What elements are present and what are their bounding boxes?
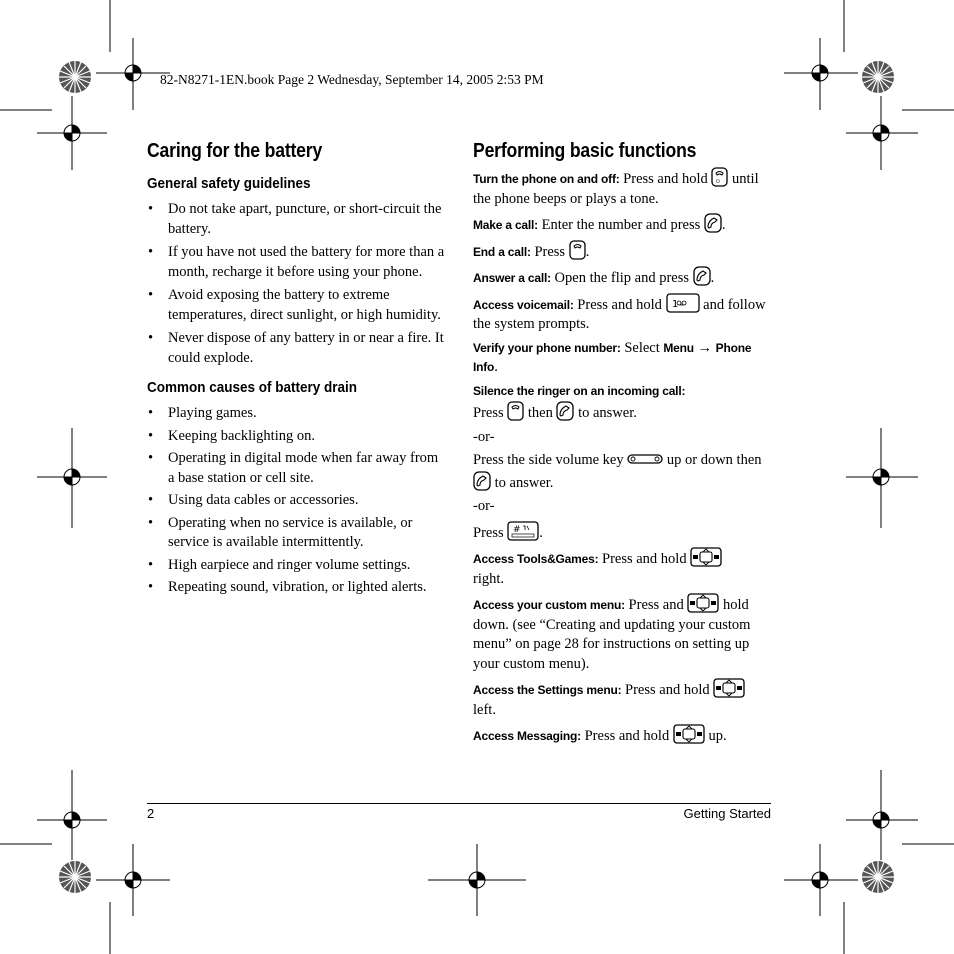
book-header: 82-N8271-1EN.book Page 2 Wednesday, September 14, 2005 2:53 PM [160, 72, 544, 87]
footer-rule [147, 803, 771, 804]
left-column [147, 140, 447, 598]
volume-key-icon [627, 454, 663, 464]
svg-text:⏻: ⏻ [716, 179, 721, 185]
key-1-voicemail-icon [666, 293, 700, 313]
tools-games-instruction: Access Tools&Games: Press and hold right. [473, 547, 773, 589]
list-item: • Avoid exposing the battery to extreme temperatures, direct sunlight, or high humidity. [147, 286, 447, 325]
navigation-key-icon [673, 724, 705, 744]
send-key-icon [473, 471, 491, 491]
or-separator: -or- [473, 498, 495, 514]
list-item: • Operating in digital mode when far away from a base station or cell site. [147, 449, 447, 488]
end-key-icon [507, 401, 524, 421]
svg-text:1: 1 [671, 298, 678, 310]
end-key-icon [569, 240, 586, 260]
list-item: • High earpiece and ringer volume settings. [147, 556, 447, 576]
drain-heading: Common causes of battery drain [147, 379, 358, 396]
list-item: • Keeping backlighting on. [147, 427, 447, 447]
list-item: • If you have not used the battery for more than a month, recharge it before using your phone. [147, 243, 447, 282]
safety-list [147, 200, 447, 368]
voicemail-instruction: Access voicemail: Press and hold 1 and follow the system prompts. [473, 293, 773, 335]
send-key-icon [556, 401, 574, 421]
list-item: • Operating when no service is available, or service is available intermittently. [147, 514, 447, 553]
safety-heading: General safety guidelines [147, 175, 311, 192]
list-item: • Do not take apart, puncture, or short-circuit the battery. [147, 200, 447, 239]
silence-option-3: Press # . [473, 521, 773, 544]
send-key-icon [704, 213, 722, 233]
send-key-icon [693, 266, 711, 286]
messaging-instruction: Access Messaging: Press and hold up. [473, 724, 773, 747]
drain-list [147, 404, 447, 598]
navigation-key-icon [687, 593, 719, 613]
right-column [473, 140, 773, 747]
functions-section-title: Performing basic functions [473, 140, 697, 162]
end-call-instruction: End a call: Press . [473, 240, 773, 263]
pound-space-key-icon [507, 521, 539, 541]
silence-ringer-instruction: Silence the ringer on an incoming call: Press then to answer. -or- Press the side volume key up or down then to answer. -or- Press # . [473, 382, 773, 544]
footer-section: Getting Started [683, 806, 771, 821]
answer-call-instruction: Answer a call: Open the flip and press . [473, 266, 773, 289]
navigation-key-icon [713, 678, 745, 698]
power-instruction: Turn the phone on and off: Press and hold ⏻ until the phone beeps or plays a tone. [473, 167, 773, 209]
list-item: • Repeating sound, vibration, or lighted alerts. [147, 578, 447, 598]
custom-menu-instruction: Access your custom menu: Press and hold down. (see “Creating and updating your custom menu” on page 28 for instructions on setting up your custom menu). [473, 593, 773, 674]
make-call-instruction: Make a call: Enter the number and press . [473, 213, 773, 236]
verify-number-instruction: Verify your phone number: Select Menu → Phone Info. [473, 339, 752, 375]
list-item: • Playing games. [147, 404, 447, 424]
battery-section-title: Caring for the battery [147, 140, 323, 162]
list-item: • Using data cables or accessories. [147, 491, 447, 511]
or-separator: -or- [473, 428, 495, 445]
silence-option-2: Press the side volume key up or down then to answer. [473, 452, 762, 491]
page-number: 2 [147, 806, 155, 821]
silence-option-1: Press then to answer. [473, 401, 773, 424]
svg-text:#: # [513, 524, 521, 535]
list-item: • Never dispose of any battery in or near a fire. It could explode. [147, 329, 447, 368]
end-key-icon [711, 167, 728, 187]
settings-menu-instruction: Access the Settings menu: Press and hold left. [473, 678, 773, 720]
navigation-key-icon [690, 547, 722, 567]
